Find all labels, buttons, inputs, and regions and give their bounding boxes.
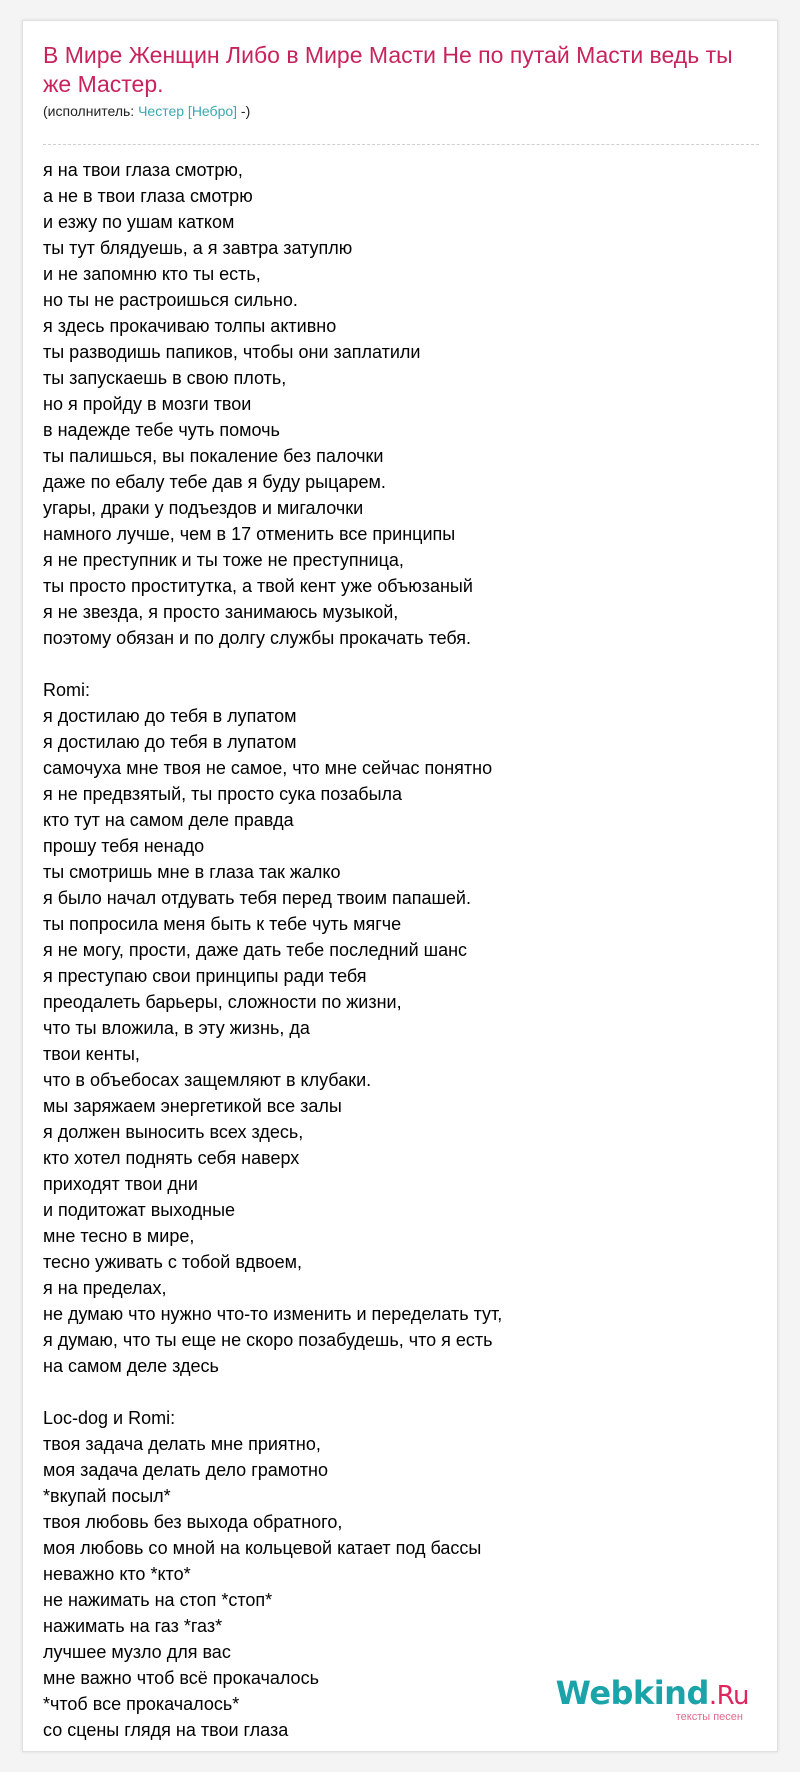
webkind-logo-icon[interactable] [556, 1676, 749, 1723]
lyric-line: кто хотел поднять себя наверх [43, 1148, 300, 1168]
lyric-line: но я пройду в мозги твои [43, 394, 252, 414]
lyric-line: я здесь прокачиваю толпы активно [43, 316, 337, 336]
lyric-line: прошу тебя ненадо [43, 836, 205, 856]
song-header [43, 41, 759, 120]
lyric-line: я не могу, прости, даже дать тебе последний шанс [43, 940, 468, 960]
lyric-line: я было начал отдувать тебя перед твоим папашей. [43, 888, 471, 908]
lyric-line: а не в твои глаза смотрю [43, 186, 253, 206]
lyric-line: твоя задача делать мне приятно, [43, 1434, 321, 1454]
lyric-line: не думаю что нужно что-то изменить и переделать тут, [43, 1304, 503, 1324]
performer-link[interactable]: Честер [Небро] [138, 103, 238, 119]
performer-line [43, 102, 759, 120]
performer-suffix: -) [237, 103, 251, 119]
lyric-line: со сцены глядя на твои глаза [43, 1720, 289, 1740]
lyric-line: твоя любовь без выхода обратного, [43, 1512, 343, 1532]
lyric-line: мне важно чтоб всё прокачалось [43, 1668, 319, 1688]
lyric-line: лучшее музло для вас [43, 1642, 231, 1662]
lyric-line: я не звезда, я просто занимаюсь музыкой, [43, 602, 399, 622]
lyrics-text [43, 157, 759, 1743]
logo-subtitle: тексты песен [675, 1711, 743, 1723]
lyric-line: что в объебосах защемляют в клубаки. [43, 1070, 372, 1090]
lyric-line: Loc-dog и Romi: [43, 1408, 176, 1428]
lyric-line: мне тесно в мире, [43, 1226, 195, 1246]
lyric-line: и езжу по ушам катком [43, 212, 235, 232]
lyric-line: ты тут блядуешь, а я завтра затуплю [43, 238, 353, 258]
lyric-line: ты палишься, вы покаление без палочки [43, 446, 384, 466]
lyric-line: я достилаю до тебя в лупатом [43, 706, 297, 726]
lyric-line: мы заряжаем энергетикой все залы [43, 1096, 342, 1116]
lyric-line: моя любовь со мной на кольцевой катает под бассы [43, 1538, 482, 1558]
lyric-line: преодалеть барьеры, сложности по жизни, [43, 992, 402, 1012]
lyric-line: *чтоб все прокачалось* [43, 1694, 240, 1714]
stanza-break [43, 651, 759, 677]
lyric-line: что ты вложила, в эту жизнь, да [43, 1018, 310, 1038]
lyric-line: приходят твои дни [43, 1174, 198, 1194]
lyric-line: я думаю, что ты еще не скоро позабудешь, что я есть [43, 1330, 493, 1350]
lyric-line: я достилаю до тебя в лупатом [43, 732, 297, 752]
logo-suffix-text: .Ru [708, 1681, 749, 1711]
lyric-line: в надежде тебе чуть помочь [43, 420, 280, 440]
stanza-break [43, 1379, 759, 1405]
lyric-line: поэтому обязан и по долгу службы прокачать тебя. [43, 628, 472, 648]
lyric-line: я преступаю свои принципы ради тебя [43, 966, 367, 986]
lyric-line: даже по ебалу тебе дав я буду рыцарем. [43, 472, 386, 492]
lyric-line: я не предвзятый, ты просто сука позабыла [43, 784, 403, 804]
lyric-line: не нажимать на стоп *стоп* [43, 1590, 273, 1610]
lyric-line: и не запомню кто ты есть, [43, 264, 261, 284]
lyric-line: я на пределах, [43, 1278, 167, 1298]
lyric-line: твои кенты, [43, 1044, 140, 1064]
lyric-line: ты просто проститутка, а твой кент уже объюзаный [43, 576, 473, 596]
lyric-line: я не преступник и ты тоже не преступница, [43, 550, 404, 570]
lyric-line: Romi: [43, 680, 91, 700]
logo-main-text: Webkind [555, 1674, 709, 1712]
lyric-line: но ты не растроишься сильно. [43, 290, 298, 310]
lyric-line: ты попросила меня быть к тебе чуть мягче [43, 914, 402, 934]
lyric-line: намного лучше, чем в 17 отменить все принципы [43, 524, 456, 544]
lyric-line: тесно уживать с тобой вдвоем, [43, 1252, 302, 1272]
lyric-line: кто тут на самом деле правда [43, 810, 294, 830]
lyric-line: ты запускаешь в свою плоть, [43, 368, 287, 388]
lyric-line: я на твои глаза смотрю, [43, 160, 243, 180]
lyric-line: моя задача делать дело грамотно [43, 1460, 328, 1480]
header-divider [43, 144, 759, 145]
song-title: В Мире Женщин Либо в Мире Масти Не по путай Масти ведь ты же Мастер. [43, 42, 733, 97]
lyric-line: ты смотришь мне в глаза так жалко [43, 862, 341, 882]
lyric-line: неважно кто *кто* [43, 1564, 191, 1584]
lyric-line: *вкупай посыл* [43, 1486, 171, 1506]
lyric-line: ты разводишь папиков, чтобы они заплатили [43, 342, 421, 362]
lyric-line: я должен выносить всех здесь, [43, 1122, 304, 1142]
lyric-line: на самом деле здесь [43, 1356, 219, 1376]
performer-prefix: (исполнитель: [43, 103, 139, 119]
lyric-line: и подитожат выходные [43, 1200, 236, 1220]
lyric-line: угары, драки у подъездов и мигалочки [43, 498, 364, 518]
lyric-line: нажимать на газ *газ* [43, 1616, 223, 1636]
lyric-line: самочуха мне твоя не самое, что мне сейчас понятно [43, 758, 493, 778]
logo-wordmark [556, 1676, 749, 1713]
lyrics-page [22, 20, 778, 1752]
